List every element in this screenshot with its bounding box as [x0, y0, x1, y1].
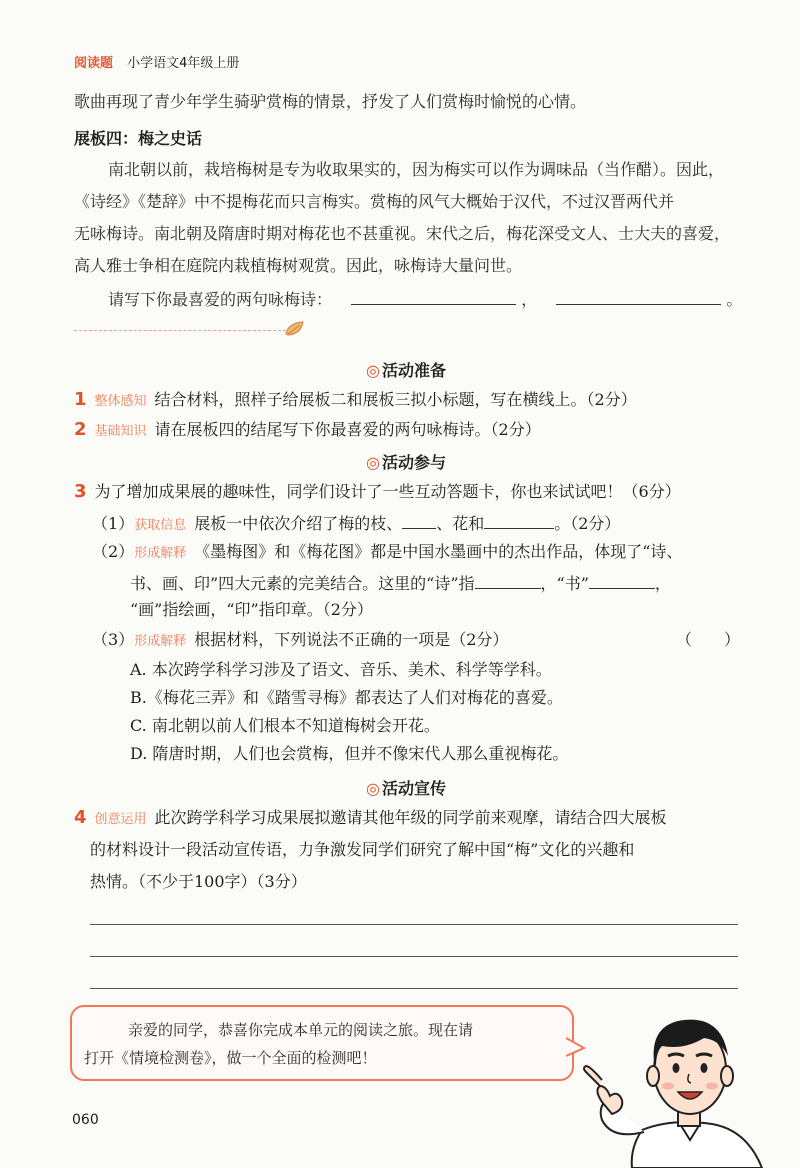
bubble-line-2: 打开《情境检测卷》，做一个全面的检测吧！ — [84, 1049, 377, 1067]
question-2 — [74, 420, 541, 442]
header-subtitle: 小学语文4年级上册 — [127, 56, 240, 71]
circle-icon: ◎ — [366, 779, 380, 798]
q3-option-b[interactable]: B.《梅花三弄》和《踏雪寻梅》都表达了人们对梅花的喜爱。 — [130, 688, 563, 707]
q1-text: 结合材料，照样子给展板二和展板三拟小标题，写在横线上。（2分） — [154, 390, 637, 409]
bubble-line-1: 亲爱的同学，恭喜你完成本单元的阅读之旅。现在请 — [128, 1021, 474, 1039]
q3-sub1-blank-2[interactable] — [484, 512, 554, 529]
q3-sub2-line2b: ，“书” — [540, 574, 589, 593]
question-3 — [74, 482, 681, 502]
panel4-prompt-text: 请写下你最喜爱的两句咏梅诗： — [108, 290, 333, 309]
section-participate-label: 活动参与 — [381, 453, 446, 472]
panel4-line-3: 无咏梅诗。南北朝及隋唐时期对梅花也不甚重视。宋代之后，梅花深受文人、士大夫的喜爱， — [74, 224, 731, 243]
circle-icon: ◎ — [366, 361, 380, 380]
q2-tag: 基础知识 — [94, 424, 147, 439]
q4-line1: 此次跨学科学习成果展拟邀请其他年级的同学前来观摩，请结合四大展板 — [154, 808, 667, 827]
q3-sub2-line3: “画”指绘画，“印”指印章。（2分） — [130, 600, 373, 619]
q2-text: 请在展板四的结尾写下你最喜爱的两句咏梅诗。（2分） — [154, 420, 541, 439]
page-number: 060 — [72, 1112, 99, 1128]
dotted-divider — [74, 330, 286, 331]
q3-sub2-line1: 《墨梅图》和《梅花图》都是中国水墨画中的杰出作品，体现了“诗、 — [194, 542, 683, 561]
writing-line[interactable] — [90, 988, 738, 989]
cartoon-boy-illustration — [572, 990, 772, 1168]
writing-line[interactable] — [90, 956, 738, 957]
q3-sub2-blank-poem[interactable] — [475, 572, 541, 589]
q3-sub2-blank-calligraphy[interactable] — [589, 572, 655, 589]
q3-sub1-label: （1） — [92, 514, 135, 533]
panel4-line-2: 《诗经》《楚辞》中不提梅花而只言梅实。赏梅的风气大概始于汉代，不过汉晋两代并 — [74, 192, 675, 211]
q3-sub1-text-a: 展板一中依次介绍了梅的枝、 — [194, 514, 403, 533]
writing-line[interactable] — [90, 924, 738, 925]
section-promote-label: 活动宣传 — [381, 779, 446, 798]
poem-line-2-blank[interactable] — [556, 288, 721, 305]
q3-option-d[interactable]: D. 隋唐时期，人们也会赏梅，但并不像宋代人那么重视梅花。 — [130, 744, 569, 763]
circle-icon: ◎ — [366, 453, 380, 472]
q3-sub3-tag: 形成解释 — [134, 634, 187, 649]
section-promote — [366, 776, 446, 799]
question-4 — [74, 808, 667, 830]
q3-sub1-text-b: 、花和 — [436, 514, 485, 533]
q3-sub3-text: 根据材料，下列说法不正确的一项是（2分） — [194, 630, 509, 649]
q3-text: 为了增加成果展的趣味性，同学们设计了一些互动答题卡，你也来试试吧！（6分） — [94, 482, 681, 501]
q3-sub1-text-c: 。（2分） — [554, 514, 621, 533]
q3-number: 3 — [74, 481, 87, 502]
q1-tag: 整体感知 — [94, 394, 147, 409]
q3-sub1 — [92, 512, 620, 536]
q3-sub1-blank-1[interactable] — [402, 512, 436, 529]
header-tag: 阅读题 — [74, 56, 114, 71]
q3-sub3 — [92, 630, 508, 652]
q2-number: 2 — [74, 419, 87, 440]
speech-bubble — [70, 1005, 574, 1081]
q3-sub2-line2a: 书、画、印”四大元素的完美结合。这里的“诗”指 — [130, 574, 475, 593]
q3-sub3-label: （3） — [92, 630, 135, 649]
question-1 — [74, 390, 637, 412]
panel4-line-4: 高人雅士争相在庭院内栽植梅树观赏。因此，咏梅诗大量问世。 — [74, 256, 523, 275]
panel4-comma: ， — [521, 290, 538, 309]
q3-sub3-answer-paren[interactable]: （ ） — [676, 630, 741, 649]
q3-option-a[interactable]: A. 本次跨学科学习涉及了语文、音乐、美术、科学等学科。 — [130, 660, 552, 679]
header — [74, 52, 239, 71]
q4-line-2: 的材料设计一段活动宣传语，力争激发同学们研究了解中国“梅”文化的兴趣和 — [90, 840, 635, 859]
leaf-icon — [284, 320, 306, 338]
q3-sub1-tag: 获取信息 — [134, 518, 187, 533]
panel4-prompt — [108, 288, 742, 310]
panel4-line-1: 南北朝以前，栽培梅树是专为收取果实的，因为梅实可以作为调味品（当作醋）。因此， — [108, 160, 725, 179]
section-prep-label: 活动准备 — [381, 361, 446, 380]
section-participate — [366, 450, 446, 473]
q4-line-3: 热情。（不少于100字）（3分） — [90, 872, 307, 891]
q3-sub2-label: （2） — [92, 542, 135, 561]
q4-number: 4 — [74, 807, 87, 828]
q3-sub2-line-1 — [92, 542, 682, 564]
q3-sub2-line2c: ， — [654, 574, 671, 593]
poem-line-1-blank[interactable] — [351, 288, 516, 305]
q4-tag: 创意运用 — [94, 812, 147, 827]
q3-sub2-tag: 形成解释 — [134, 546, 187, 561]
panel4-period: 。 — [726, 290, 743, 309]
q3-sub2-line-2 — [130, 572, 671, 594]
section-prep — [366, 358, 446, 381]
panel4-title: 展板四：梅之史话 — [74, 129, 203, 148]
q1-number: 1 — [74, 389, 87, 410]
q3-option-c[interactable]: C. 南北朝以前人们根本不知道梅树会开花。 — [130, 716, 440, 735]
intro-end-line: 歌曲再现了青少年学生骑驴赏梅的情景，抒发了人们赏梅时愉悦的心情。 — [74, 92, 587, 111]
